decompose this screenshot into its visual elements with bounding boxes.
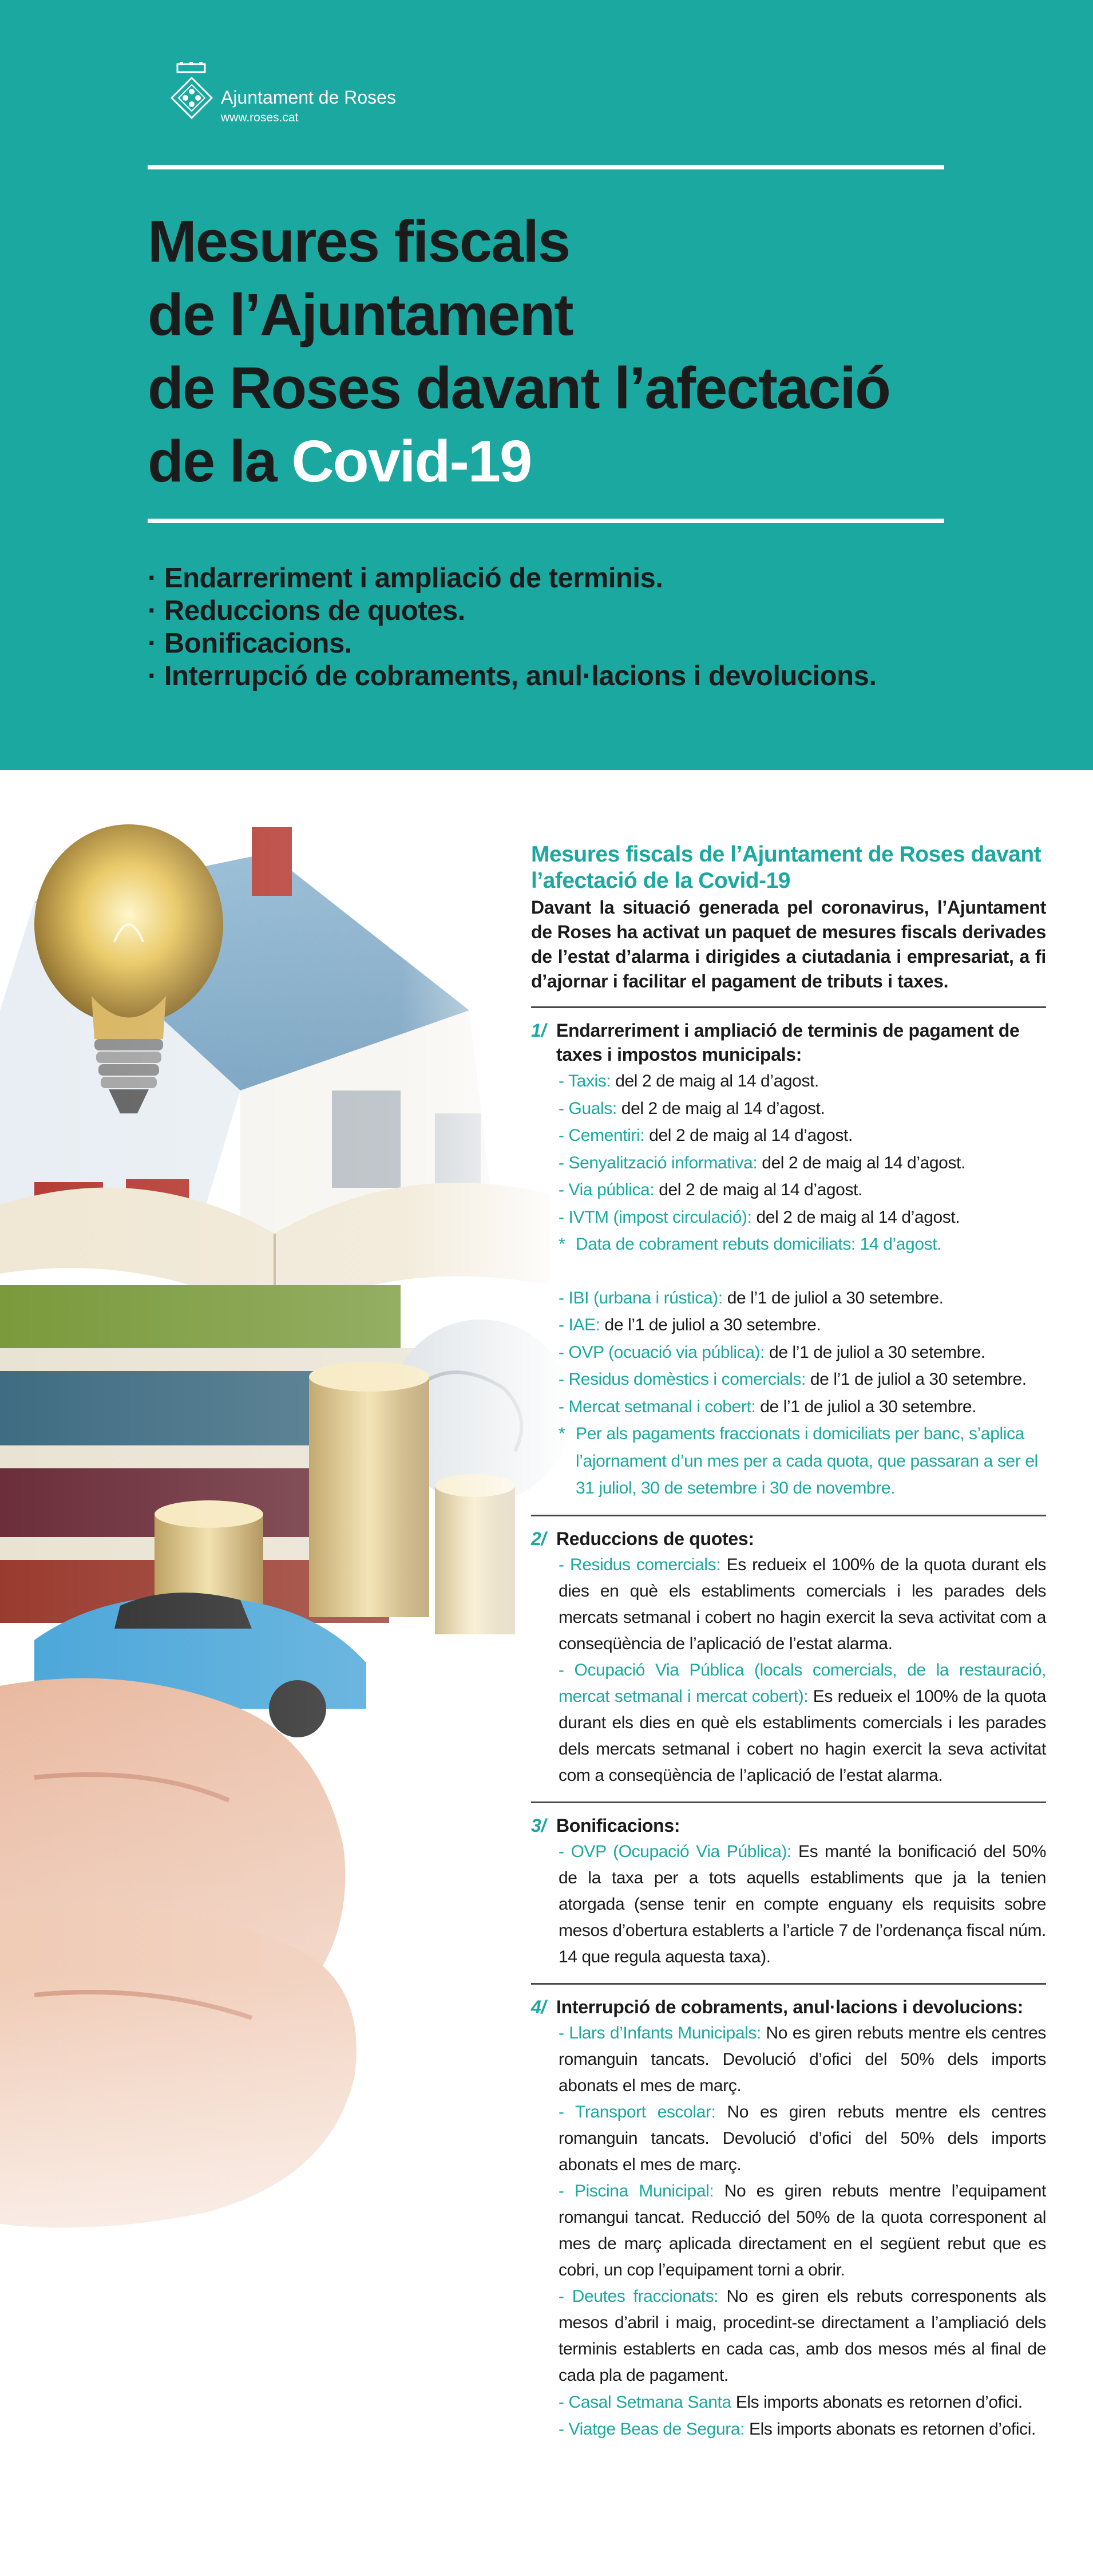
item-text: del 2 de maig al 14 d’agost.	[644, 1126, 853, 1145]
section-1	[531, 1018, 1046, 1502]
item-key: - IVTM (impost circulació):	[559, 1207, 752, 1227]
org-url[interactable]: www.roses.cat	[221, 111, 299, 124]
item-key: - Residus domèstics i comercials:	[559, 1370, 806, 1389]
item-text: Es manté la bonificació del 50% de la taxa per a tots aquells establiments que ja la tenien atorgada (sense tenir en compte enguany els requisits sobre mesos d’obertura establerts a l’article 7 de l’ordenança fiscal núm. 14 que regula aquesta taxa).	[559, 1842, 1047, 1966]
asterisk-icon: *	[559, 1424, 565, 1443]
section-divider	[531, 1006, 1046, 1008]
item-text: del 2 de maig al 14 d’agost.	[757, 1153, 965, 1172]
item-key: - IAE:	[559, 1315, 600, 1334]
summary-bullet: · Endarreriment i ampliació de terminis.	[148, 563, 663, 594]
list-item	[559, 1285, 1046, 1312]
item-key: - IBI (urbana i rústica):	[559, 1288, 723, 1307]
divider-top	[148, 165, 944, 169]
summary-bullet: · Interrupció de cobraments, anul·lacions i devolucions.	[148, 661, 877, 692]
list-item	[559, 1339, 1046, 1366]
title-accent-covid: Covid-19	[291, 428, 532, 494]
list-item	[559, 1657, 1046, 1789]
item-text: No es giren rebuts mentre els centres romanguin tancats. Devolució d’ofici del 50% dels imports abonats el mes de març.	[559, 2023, 1047, 2095]
item-text: del 2 de maig al 14 d’agost.	[616, 1099, 825, 1118]
item-text: del 2 de maig al 14 d’agost.	[751, 1207, 960, 1227]
note-item	[559, 1231, 1046, 1258]
item-text: de l’1 de juliol a 30 setembre.	[755, 1397, 977, 1416]
content-intro: Davant la situació generada pel coronavirus, l’Ajuntament de Roses ha activat un paquet de mesures fiscals derivades de l’estat d’alarma i dirigides a ciutadania i empresariat, a fi d’ajornar i facilitar el pagament de tributs i taxes.	[531, 897, 1046, 991]
section-number: 1/	[531, 1020, 546, 1041]
note-item	[559, 1420, 1046, 1502]
summary-bullet: · Reduccions de quotes.	[148, 595, 465, 626]
item-text: Els imports abonats es retornen d’ofici.	[744, 2420, 1036, 2439]
item-key: - Taxis:	[559, 1072, 611, 1091]
illustration-hands-house-books	[0, 770, 572, 2373]
item-key: - OVP (ocuació via pública):	[559, 1342, 765, 1362]
section-2	[531, 1527, 1046, 1789]
item-key: - Llars d’Infants Municipals:	[559, 2023, 761, 2042]
list-item	[559, 1122, 1046, 1149]
section-heading	[531, 1527, 1046, 1551]
section-heading	[531, 1995, 1046, 2019]
list-item	[559, 1095, 1046, 1123]
item-text: Es redueix el 100% de la quota durant els dies en què els establiments comercials i les parades dels mercats setmanal i cobert no hagin exercit la seva activitat com a conseqüència de l’aplicació de l’estat alarma.	[559, 1686, 1047, 1785]
section-number: 3/	[531, 1815, 546, 1836]
section-number: 2/	[531, 1528, 546, 1549]
item-key: - OVP (Ocupació Via Pública):	[559, 1842, 791, 1861]
summary-bullets	[148, 562, 1006, 693]
section-items	[531, 1068, 1046, 1502]
item-key: - Residus comercials:	[559, 1555, 721, 1574]
list-item	[559, 1366, 1046, 1393]
list-item	[559, 1552, 1046, 1657]
item-text: No es giren rebuts mentre l’equipament romangui tancat. Reducció del 50% de la quota corresponent al mes de març aplicada directament en el següent rebut que es cobri, un cop l’equipament torni a obrir.	[559, 2181, 1047, 2279]
illustration-image	[0, 770, 572, 2373]
item-text: del 2 de maig al 14 d’agost.	[611, 1072, 819, 1091]
item-key: - Casal Setmana Santa	[559, 2392, 731, 2412]
item-key: - Transport escolar:	[559, 2102, 716, 2121]
note-text: Data de cobrament rebuts domiciliats: 14 d’agost.	[576, 1235, 942, 1254]
section-number: 4/	[531, 1996, 546, 2017]
list-item	[559, 1839, 1046, 1970]
org-name: Ajuntament de Roses	[221, 87, 396, 108]
title-line-4-prefix: de la	[148, 428, 292, 494]
item-text: Els imports abonats es retornen d’ofici.	[731, 2392, 1023, 2412]
item-text: Es redueix el 100% de la quota durant els dies en què els establiments comercials i les parades dels mercats setmanal i cobert no hagin exercit la seva activitat com a conseqüència de l’aplicació de l’estat alarma.	[559, 1555, 1047, 1653]
list-item	[559, 2283, 1046, 2389]
item-text: No es giren els rebuts corresponents als mesos d’abril i maig, procedint-se directament a l’ampliació dels terminis establerts en cada cas, amb dos mesos més al final de cada pla de pagament.	[559, 2286, 1046, 2385]
section-3	[531, 1814, 1046, 1970]
title-line-2: de l’Ajuntament	[148, 282, 573, 347]
item-text: de l’1 de juliol a 30 setembre.	[600, 1315, 821, 1334]
municipal-logo[interactable]	[166, 62, 406, 131]
title-line-1: Mesures fiscals	[148, 208, 570, 274]
item-key: - Piscina Municipal:	[559, 2181, 714, 2200]
section-heading	[531, 1814, 1046, 1838]
summary-bullet: · Bonificacions.	[148, 628, 352, 659]
list-item	[559, 2178, 1046, 2283]
item-key: - Viatge Beas de Segura:	[559, 2420, 745, 2439]
divider-bottom	[148, 519, 944, 523]
list-item	[559, 1393, 1046, 1421]
section-items	[531, 1839, 1046, 1970]
section-divider	[531, 1801, 1046, 1803]
page-title	[148, 205, 977, 498]
item-key: - Cementiri:	[559, 1126, 645, 1145]
item-key: - Ocupació Via Pública (locals comercials, de la restauració, mercat setmanal i mercat cobert):	[559, 1660, 1046, 1706]
note-text: Per als pagaments fraccionats i domiciliats per banc, s’aplica l’ajornament d’un mes per a cada quota, que passaran a ser el 31 juliol, 30 de setembre i 30 de novembre.	[576, 1424, 1038, 1498]
content-title: Mesures fiscals de l’Ajuntament de Roses davant l’afectació de la Covid-19	[531, 842, 1041, 893]
item-key: - Mercat setmanal i cobert:	[559, 1397, 756, 1416]
list-item	[559, 2099, 1046, 2178]
asterisk-icon: *	[559, 1235, 565, 1254]
spacer	[559, 1258, 1046, 1285]
title-line-3: de Roses davant l’afectació	[148, 355, 890, 421]
section-heading	[531, 1018, 1046, 1066]
section-heading-text: Bonificacions:	[556, 1815, 680, 1836]
section-heading-text: Endarreriment i ampliació de terminis de pagament de taxes i impostos municipals:	[556, 1020, 1020, 1065]
coat-of-arms-icon	[166, 62, 217, 131]
section-heading-text: Reduccions de quotes:	[556, 1528, 754, 1549]
section-divider	[531, 1983, 1046, 1985]
section-divider	[531, 1515, 1046, 1516]
header-banner	[0, 0, 1093, 770]
list-item	[559, 1311, 1046, 1339]
item-key: - Senyalització informativa:	[559, 1153, 758, 1172]
list-item	[559, 2389, 1046, 2416]
item-text: de l’1 de juliol a 30 setembre.	[805, 1370, 1027, 1389]
list-item	[559, 2416, 1046, 2443]
item-key: - Guals:	[559, 1099, 617, 1118]
list-item	[559, 1176, 1046, 1204]
item-text: No es giren rebuts mentre els centres romanguin tancats. Devolució d’ofici del 50% dels imports abonats el mes de març.	[559, 2102, 1046, 2174]
item-text: del 2 de maig al 14 d’agost.	[654, 1180, 862, 1199]
list-item	[559, 2020, 1046, 2099]
list-item	[559, 1149, 1046, 1177]
list-item	[559, 1204, 1046, 1231]
item-key: - Deutes fraccionats:	[559, 2286, 719, 2306]
item-text: de l’1 de juliol a 30 setembre.	[765, 1342, 985, 1362]
item-text: de l’1 de juliol a 30 setembre.	[722, 1288, 944, 1307]
section-items	[531, 2020, 1046, 2443]
section-heading-text: Interrupció de cobraments, anul·lacions i devolucions:	[556, 1996, 1023, 2017]
list-item	[559, 1068, 1046, 1095]
item-key: - Via pública:	[559, 1180, 655, 1199]
title-line-4	[148, 425, 977, 498]
content-column	[531, 841, 1046, 2443]
section-4	[531, 1995, 1046, 2443]
section-items	[531, 1552, 1046, 1789]
